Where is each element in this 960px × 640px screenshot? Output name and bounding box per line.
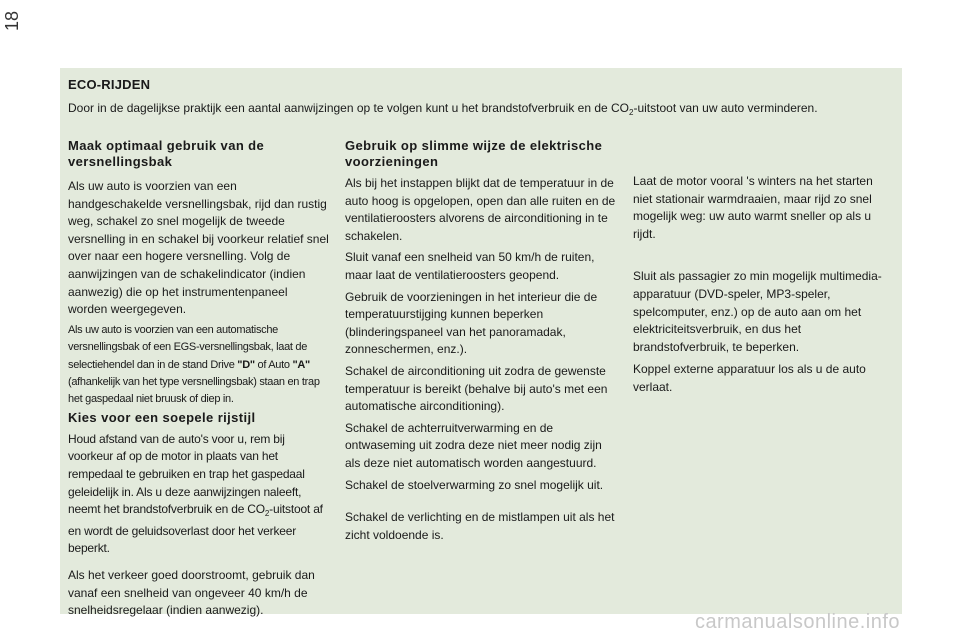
- electrical-paragraph-1: Als bij het instappen blijkt dat de temperatuur in de auto hoog is opgelopen, open dan alle ruiten en de ventilatieroosters alvorens de airconditioning in te schakelen.: [345, 176, 616, 243]
- column-gearbox: [68, 138, 330, 620]
- page-number: 18: [2, 10, 22, 32]
- electrical-paragraph-4: Schakel de airconditioning uit zodra de gewenste temperatuur is bereikt (behalve bij auto's met een automatische airconditioning).: [345, 363, 608, 414]
- auto-text-3: (afhankelijk van het type versnellingsbak) staan en trap het gaspedaal niet bruusk of diep in.: [68, 375, 320, 406]
- intro-subscript: 2: [629, 108, 634, 117]
- smooth-driving-paragraph: [68, 431, 330, 558]
- watermark: carmanualsonline.info: [694, 611, 900, 633]
- electrical-paragraph-7: Schakel de verlichting en de mistlampen uit als het zicht voldoende is.: [345, 510, 615, 542]
- intro-paragraph: [68, 99, 888, 122]
- electrical-heading: Gebruik op slimme wijze de elektrische voorzieningen: [345, 138, 603, 169]
- electrical-paragraph-6: Schakel de stoelverwarming zo snel mogelijk uit.: [345, 477, 604, 492]
- tips-paragraph-3: Koppel externe apparatuur los als u de auto verlaat.: [633, 362, 866, 394]
- cruise-control-paragraph: Als het verkeer goed doorstroomt, gebruik dan vanaf een snelheid van ongeveer 40 km/h de snelheidsregelaar (indien aanwezig).: [68, 567, 315, 618]
- smooth-text-1: Houd afstand van de auto's voor u, rem bij voorkeur af op de motor in plaats van het rempedaal te gebruiken en trap het gaspedaal geleidelijk in. Als u deze aanwijzingen naleeft, neemt het brandstofverbruik en de CO: [68, 431, 305, 517]
- tips-paragraph-1: Laat de motor vooral 's winters na het starten niet stationair warmdraaien, maar rijd zo snel mogelijk weg: uw auto warmt sneller op als u rijdt.: [633, 174, 873, 241]
- auto-text-2: of Auto: [254, 358, 293, 371]
- drive-mode-label: "D": [237, 358, 255, 371]
- intro-text-after: -uitstoot van uw auto verminderen.: [633, 101, 818, 115]
- column-tips: [633, 173, 895, 397]
- section-title: ECO-RIJDEN: [68, 77, 151, 92]
- auto-text-1: Als uw auto is voorzien van een automatische versnellingsbak of een EGS-versnellingsbak, laat de selectiehendel dan in de stand Drive: [68, 323, 308, 371]
- smooth-driving-heading: Kies voor een soepele rijstijl: [68, 409, 256, 425]
- tips-paragraph-2: Sluit als passagier zo min mogelijk multimedia-apparatuur (DVD-speler, MP3-speler, spelcomputer, enz.) op de auto aan om het elektriciteitsverbruik, en dus het brandstofverbruik, te beperken.: [633, 269, 882, 354]
- intro-text-before: Door in de dagelijkse praktijk een aantal aanwijzingen op te volgen kunt u het brandstofverbruik en de CO: [68, 101, 630, 115]
- auto-mode-label: "A": [292, 358, 310, 371]
- gearbox-heading: Maak optimaal gebruik van de versnellingsbak: [68, 138, 265, 169]
- electrical-paragraph-2: Sluit vanaf een snelheid van 50 km/h de ruiten, maar laat de ventilatieroosters geopend.: [345, 250, 595, 282]
- electrical-paragraph-5: Schakel de achterruitverwarming en de ontwaseming uit zodra deze niet meer nodig zijn als deze niet automatisch worden aangestuurd.: [345, 420, 602, 470]
- electrical-paragraph-3: Gebruik de voorzieningen in het interieur die de temperatuurstijging kunnen beperken (blinderingspaneel van het panoramadak, zonneschermen, enz.).: [345, 289, 598, 357]
- manual-gearbox-paragraph: Als uw auto is voorzien van een handgeschakelde versnellingsbak, rijd dan rustig weg, schakel zo snel mogelijk de tweede versnelling in en schakel bij voorkeur relatief snel over naar een hogere versnelling. Volg de aanwijzingen van de schakelindicator (indien aanwezig) die op het instrumentenpaneel worden weergegeven.: [68, 179, 329, 317]
- column-electrical: [345, 138, 617, 544]
- smooth-text-2: -uitstoot af en wordt de geluidsoverlast door het verkeer beperkt.: [68, 502, 323, 556]
- automatic-gearbox-paragraph: [68, 322, 330, 409]
- smooth-subscript: 2: [264, 509, 270, 519]
